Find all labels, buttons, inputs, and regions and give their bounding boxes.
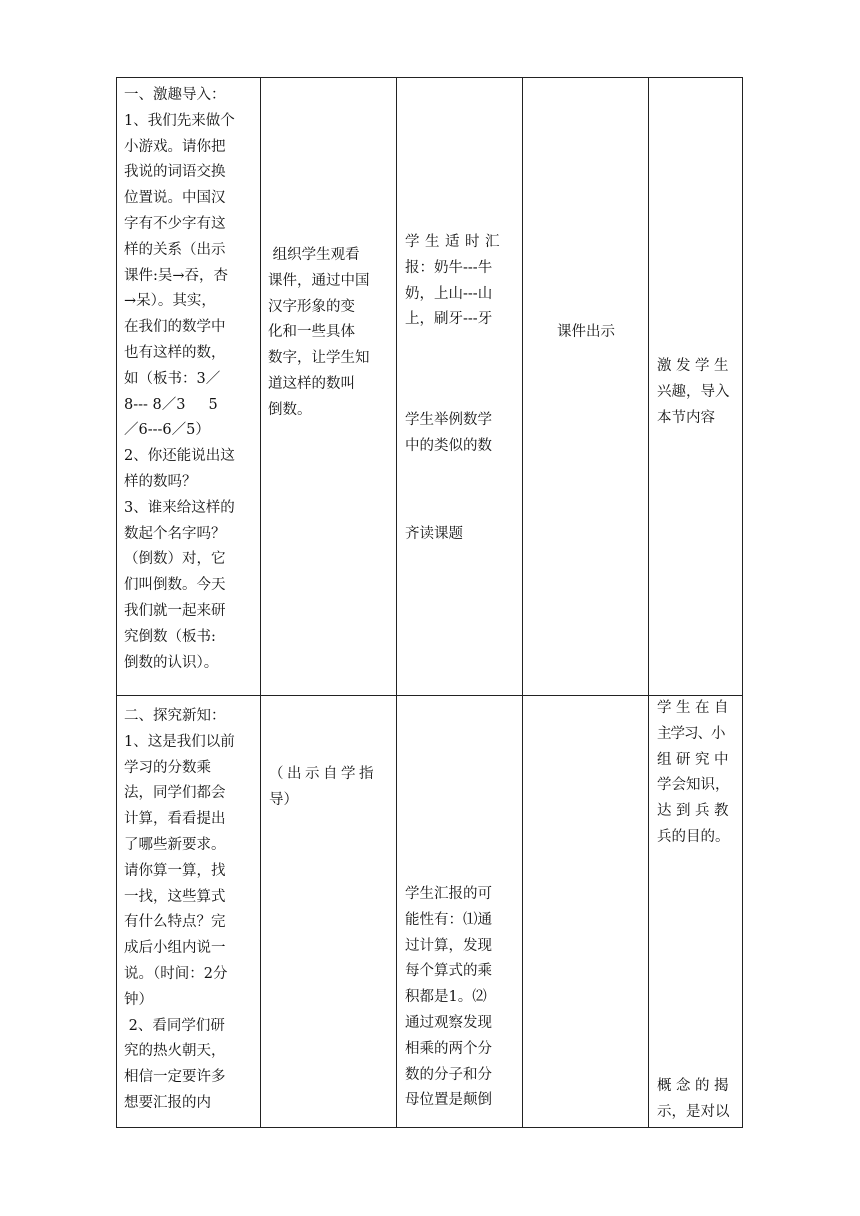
- text-line: 化和一些具体: [268, 324, 355, 341]
- text-line: 相信一定要许多: [124, 1069, 226, 1086]
- text-line: 一找，这些算式: [124, 888, 226, 905]
- table-row-intro: [117, 78, 743, 696]
- text-line: 小游戏。请你把: [124, 138, 226, 155]
- text-line: 达到兵教: [657, 803, 733, 820]
- text-line: 字有不少字有这: [124, 215, 226, 232]
- text-line: 本节内容: [657, 409, 715, 426]
- text-line: 组织学生观看: [268, 247, 360, 263]
- text-line: 3、谁来给这样的: [124, 499, 235, 516]
- text-line: 也有这样的数，: [124, 344, 226, 361]
- text-line: 组研究中: [657, 751, 733, 768]
- text-line: 成后小组内说一: [124, 940, 226, 957]
- text-line: 我们就一起来研: [124, 602, 226, 619]
- design-intent-cell: [649, 696, 743, 1128]
- text-line: 究的热火朝天，: [124, 1043, 226, 1060]
- lesson-plan-table: [116, 77, 743, 1128]
- text-line: 位置说。中国汉: [124, 190, 226, 207]
- text-line: 上，刷牙---牙: [405, 311, 493, 328]
- table-row-explore: [117, 696, 743, 1128]
- text-line: 兵的目的。: [657, 828, 730, 845]
- text-line: 通过观察发现: [405, 1014, 492, 1031]
- text-line: 能性有：⑴通: [405, 911, 492, 928]
- text-line: 兴趣，导入: [657, 383, 730, 400]
- text-line: 每个算式的乘: [405, 963, 492, 980]
- text-line: 1、我们先来做个: [124, 112, 235, 129]
- text-line: 学习的分数乘: [124, 759, 211, 776]
- text-line: 计算，看看提出: [124, 811, 226, 828]
- text-line: 8--- 8／3 5: [124, 396, 218, 413]
- text-line: 相乘的两个分: [405, 1040, 492, 1057]
- media-cell: [523, 696, 649, 1128]
- text-line: 如（板书：3／: [124, 370, 221, 387]
- text-line: 样的数吗？: [124, 473, 197, 490]
- text-line: 说。（时间：2分: [124, 965, 228, 982]
- student-activity-cell: [397, 78, 523, 696]
- text-line: 主学习、小: [657, 725, 725, 742]
- text-run: 学生适时汇: [405, 234, 505, 250]
- text-line: 有什么特点？完: [124, 914, 226, 931]
- text-line: 了哪些新要求。: [124, 836, 226, 853]
- text-line: 课件出示: [557, 324, 615, 340]
- student-activity-cell: [397, 696, 523, 1128]
- text-line: 样的关系（出示: [124, 241, 226, 258]
- text-line: 2、看同学们研: [124, 1017, 225, 1034]
- text-line: 请你算一算，找: [124, 862, 226, 879]
- text-line: 示，是对以: [657, 1103, 730, 1120]
- text-line: 一、激趣导入：: [124, 87, 226, 103]
- text-line: 2、你还能说出这: [124, 448, 235, 465]
- text-line: 概念的揭: [657, 1078, 733, 1094]
- text-line: 法，同学们都会: [124, 785, 226, 802]
- text-line: 课件:吴→吞，杏: [124, 267, 229, 284]
- teacher-activity-cell: [117, 696, 261, 1128]
- text-line: 学生举例数学: [405, 412, 492, 428]
- text-line: 学生在自: [657, 700, 733, 716]
- text-line: 数字，让学生知: [268, 350, 370, 367]
- text-line: 学会知识，: [657, 777, 730, 794]
- text-line: 汉字形象的变: [268, 298, 355, 315]
- teacher-method-cell: [261, 78, 397, 696]
- text-line: 钟）: [124, 991, 153, 1008]
- text-line: 数的分子和分: [405, 1066, 492, 1083]
- text-line: 学生汇报的可: [405, 886, 492, 902]
- text-line: 积都是1。⑵: [405, 989, 487, 1006]
- text-line: （倒数）对，它: [124, 551, 226, 568]
- text-line: 奶，上山---山: [405, 285, 493, 302]
- text-line: ／6---6／5）: [124, 422, 210, 439]
- text-line: [405, 230, 515, 256]
- text-line: 倒数。: [268, 401, 312, 418]
- design-intent-cell: [649, 78, 743, 696]
- text-line: 二、探究新知：: [124, 708, 226, 724]
- text-line: 报：奶牛---牛: [405, 259, 493, 276]
- text-line: 在我们的数学中: [124, 319, 226, 336]
- text-line: 1、这是我们以前: [124, 733, 235, 750]
- text-line: （出示自学指: [269, 766, 377, 782]
- media-cell: [523, 78, 649, 696]
- text-line: 中的类似的数: [405, 437, 492, 454]
- text-line: 倒数的认识）。: [124, 654, 219, 671]
- text-line: →呆）。其实，: [124, 293, 216, 310]
- text-line: 想要汇报的内: [124, 1094, 211, 1111]
- text-line: 道这样的数叫: [268, 375, 355, 392]
- text-line: 激发学生: [657, 358, 733, 374]
- teacher-method-cell: [261, 696, 397, 1128]
- text-line: 们叫倒数。今天: [124, 577, 226, 594]
- text-line: 导）: [269, 791, 298, 808]
- text-line: 我说的词语交换: [124, 164, 226, 181]
- text-line: 母位置是颠倒: [405, 1092, 492, 1109]
- text-line: 齐读课题: [405, 526, 463, 542]
- text-line: 课件，通过中国: [268, 272, 370, 289]
- text-line: 究倒数（板书:: [124, 628, 216, 645]
- teacher-activity-cell: [117, 78, 261, 696]
- text-line: 数起个名字吗？: [124, 525, 226, 542]
- text-line: 过计算，发现: [405, 937, 492, 954]
